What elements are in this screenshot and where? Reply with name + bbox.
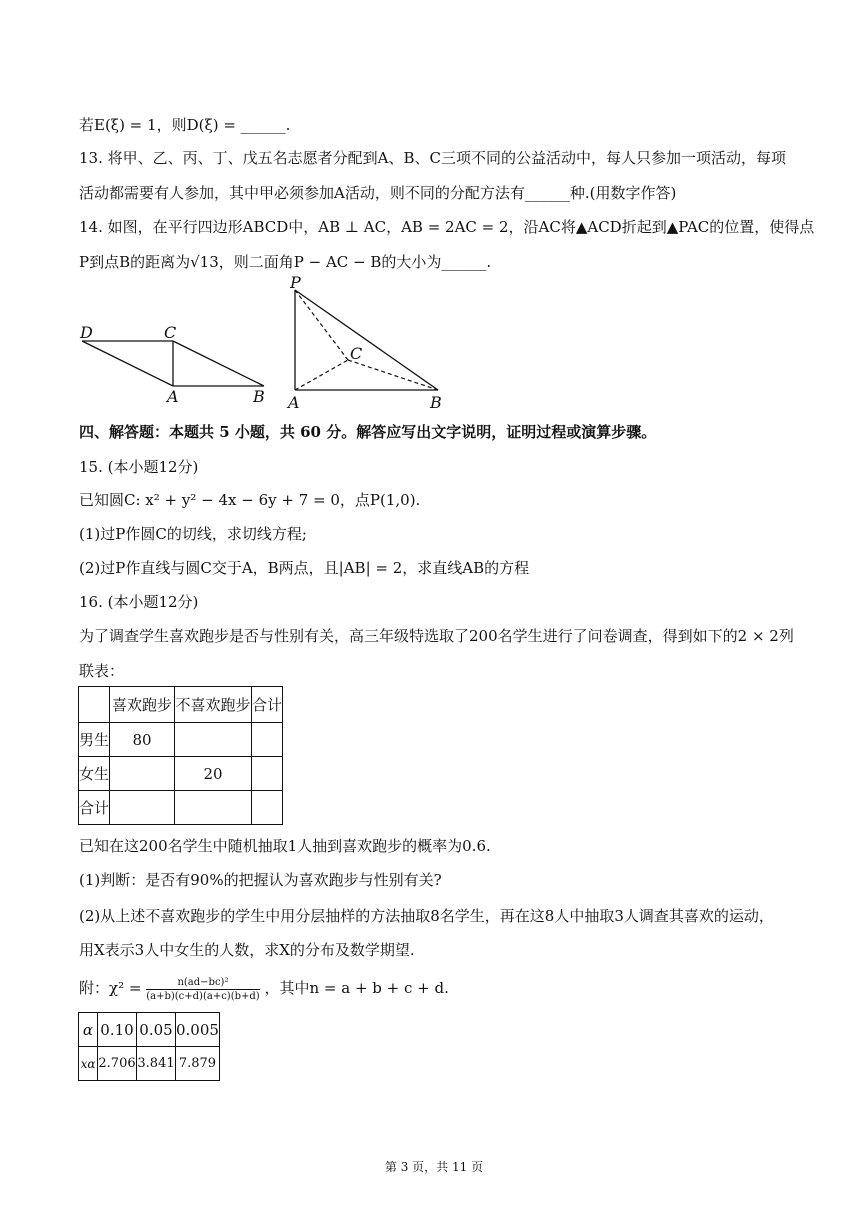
table-cell: 2.706 (98, 1047, 137, 1081)
q16-header: 16. (本小题12分) (79, 593, 199, 611)
q16-intro2: 联表： (79, 662, 125, 680)
table-cell (175, 723, 252, 757)
table-row (79, 723, 283, 757)
table-cell (175, 791, 252, 825)
q16-part2b: 用X表示3人中女生的人数，求X的分布及数学期望. (79, 941, 415, 959)
table-row (79, 1047, 220, 1081)
table-cell: 20 (175, 757, 252, 791)
alpha-table (78, 1012, 220, 1081)
table-cell: 合计 (79, 791, 110, 825)
label-B: B (253, 387, 265, 406)
formula-denominator: (a+b)(c+d)(a+c)(b+d) (146, 990, 260, 1002)
table-cell: 合计 (252, 687, 283, 723)
formula-fraction (146, 976, 259, 1003)
table-cell (252, 791, 283, 825)
label-A2: A (288, 393, 300, 412)
chi-square-formula (79, 972, 449, 1004)
table-cell: xα (79, 1047, 98, 1081)
label-B2: B (430, 393, 442, 412)
q15-given: 已知圆C: x² + y² − 4x − 6y + 7 = 0，点P(1,0). (79, 491, 421, 509)
table-cell (252, 723, 283, 757)
table-cell (110, 791, 175, 825)
q16-part2a: (2)从上述不喜欢跑步的学生中用分层抽样的方法抽取8名学生，再在这8人中抽取3人调查其喜欢的运动， (79, 907, 774, 925)
table-cell: α (79, 1013, 98, 1047)
table-cell: 不喜欢跑步 (175, 687, 252, 723)
label-C2: C (350, 344, 363, 363)
parallelogram-figure (70, 320, 280, 410)
q16-intro1: 为了调查学生喜欢跑步是否与性别有关，高三年级特选取了200名学生进行了问卷调查，得到如下的2 × 2列 (79, 627, 794, 645)
table-cell: 女生 (79, 757, 110, 791)
q15-part1: (1)过P作圆C的切线，求切线方程; (79, 525, 307, 543)
table-cell (252, 757, 283, 791)
pyramid-figure (280, 272, 460, 414)
table-row (79, 687, 283, 723)
q13-line2: 活动都需要有人参加，其中甲必须参加A活动，则不同的分配方法有______种.(用数字作答) (79, 184, 677, 202)
table-cell: 3.841 (137, 1047, 176, 1081)
table-cell: 0.05 (137, 1013, 176, 1047)
table-cell: 0.10 (98, 1013, 137, 1047)
table-cell: 喜欢跑步 (110, 687, 175, 723)
top-line: 若E(ξ) = 1，则D(ξ) = ______. (79, 116, 291, 134)
q15-part2: (2)过P作直线与圆C交于A，B两点，且|AB| = 2，求直线AB的方程 (79, 559, 530, 577)
table-cell: 80 (110, 723, 175, 757)
table-cell: 男生 (79, 723, 110, 757)
q13-line1: 13. 将甲、乙、丙、丁、戊五名志愿者分配到A、B、C三项不同的公益活动中，每人只参加一项活动，每项 (79, 149, 786, 167)
table-row (79, 757, 283, 791)
page-footer: 第 3 页，共 11 页 (384, 1160, 484, 1174)
table-cell (110, 757, 175, 791)
label-P: P (290, 273, 301, 292)
section4-heading: 四、解答题：本题共 5 小题，共 60 分。解答应写出文字说明，证明过程或演算步骤。 (79, 423, 657, 441)
label-C: C (164, 323, 177, 342)
table-cell: 7.879 (176, 1047, 220, 1081)
q15-header: 15. (本小题12分) (79, 458, 199, 476)
formula-numerator: n(ad−bc)² (146, 976, 259, 990)
table-cell (79, 687, 110, 723)
q14-line1: 14. 如图，在平行四边形ABCD中，AB ⊥ AC，AB = 2AC = 2，沿AC将▲ACD折起到▲PAC的位置，使得点 (79, 218, 815, 236)
label-D: D (80, 323, 93, 342)
q16-part1: (1)判断：是否有90%的把握认为喜欢跑步与性别有关? (79, 871, 442, 889)
table-row (79, 1013, 220, 1047)
table-cell: 0.005 (176, 1013, 220, 1047)
contingency-table (78, 686, 283, 825)
table-row (79, 791, 283, 825)
formula-prefix: 附：χ² = (79, 979, 142, 997)
q16-prob: 已知在这200名学生中随机抽取1人抽到喜欢跑步的概率为0.6. (79, 837, 491, 855)
q14-line2: P到点B的距离为√13，则二面角P − AC − B的大小为______. (79, 253, 492, 271)
formula-suffix: ，其中n = a + b + c + d. (264, 979, 449, 997)
label-A: A (167, 387, 179, 406)
